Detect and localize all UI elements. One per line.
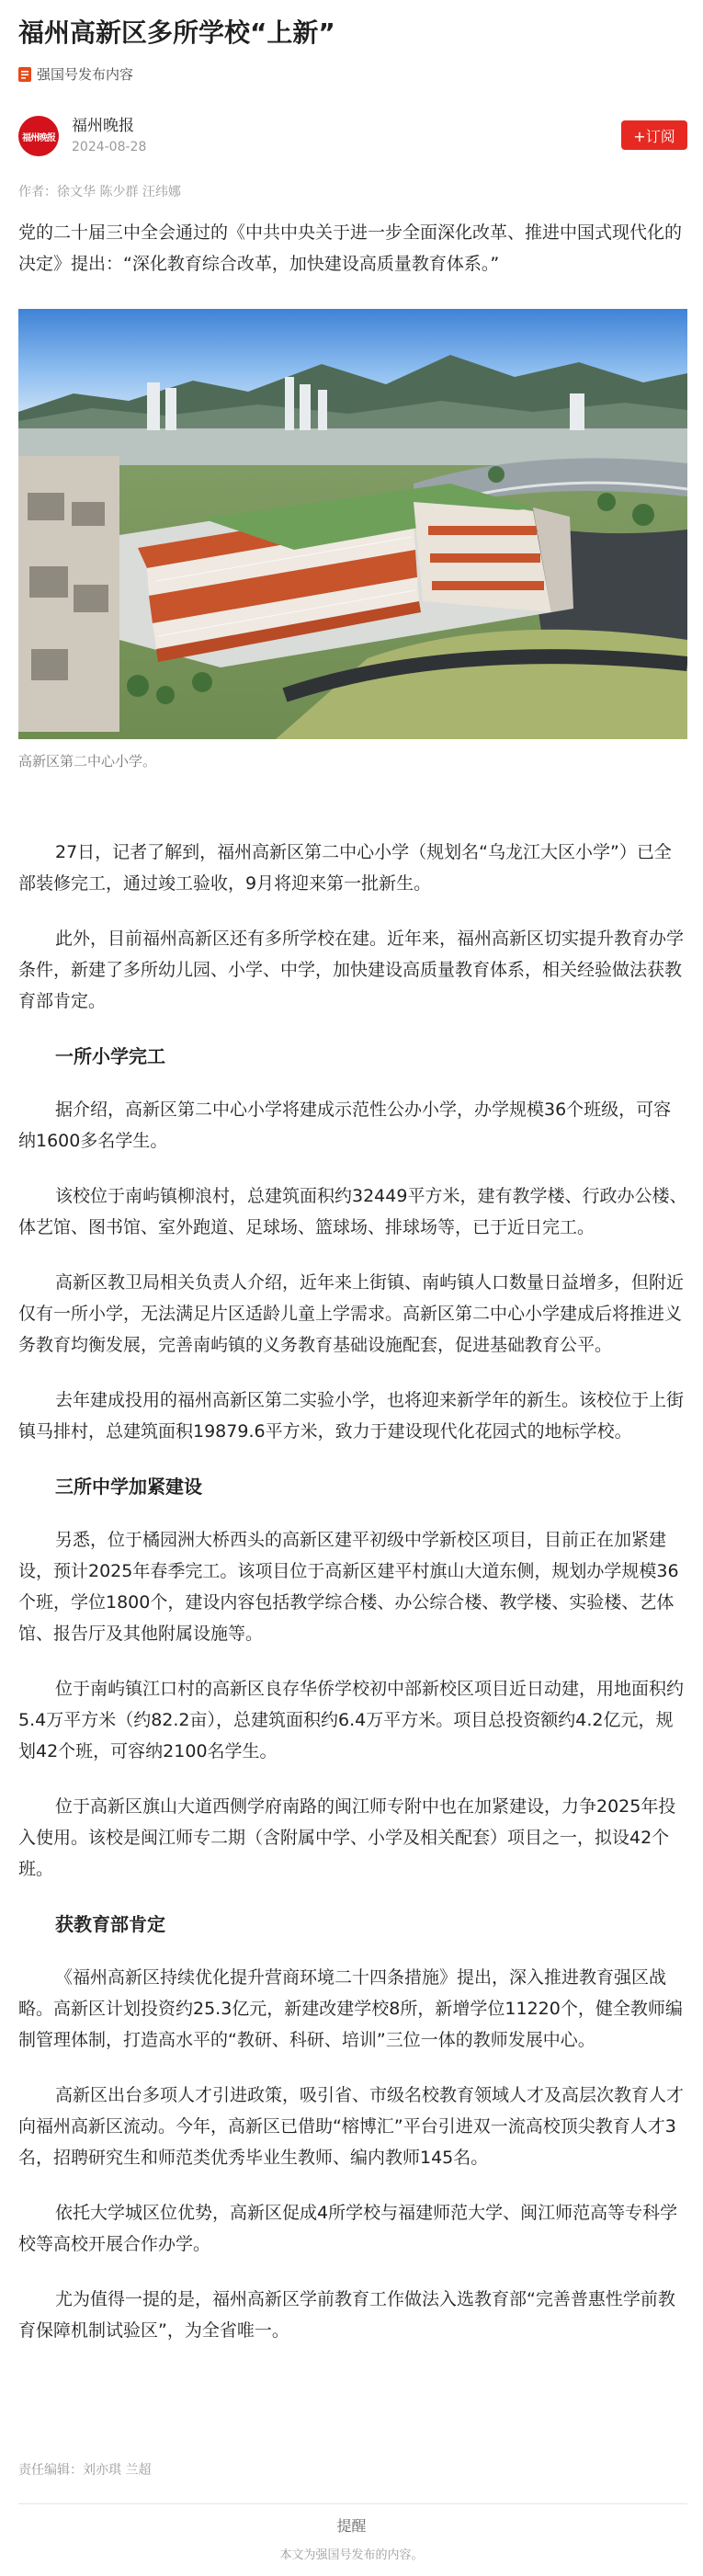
article-title: 福州高新区多所学校“上新” [18,17,335,48]
paragraph: 位于南屿镇江口村的高新区良存华侨学校初中部新校区项目近日动建，用地面积约5.4万平方米（约82.2亩），总建筑面积约6.4万平方米。项目总投资额约4.2亿元，规划42个班，可容纳2100名学生。 [18,1679,685,1761]
avatar[interactable]: 福州晚报 [18,116,59,156]
source-tag [18,64,133,84]
lead-paragraph: 党的二十届三中全会通过的《中共中央关于进一步全面深化改革、推进中国式现代化的决定》提出：“深化教育综合改革，加快建设高质量教育体系。” [18,222,683,274]
section-heading: 获教育部肯定 [55,1913,165,1935]
footer-divider [18,2503,687,2504]
publisher-name[interactable]: 福州晚报 [72,117,134,135]
section-heading: 三所中学加紧建设 [55,1476,202,1498]
school-aerial-photo [18,309,687,739]
publisher-block[interactable] [18,116,146,156]
paragraph: 另悉，位于橘园洲大桥西头的高新区建平初级中学新校区项目，目前正在加紧建设，预计2025年春季完工。该项目位于高新区建平村旗山大道东侧，规划办学规模36个班，学位1800个，建设内容包括教学综合楼、办公综合楼、教学楼、实验楼、艺体馆、报告厅及其他附属设施等。 [18,1530,679,1644]
paragraph: 据介绍，高新区第二中心小学将建成示范性公办小学，办学规模36个班级，可容纳1600多名学生。 [18,1100,672,1151]
paragraph: 位于高新区旗山大道西侧学府南路的闽江师专附中也在加紧建设，力争2025年投入使用。该校是闽江师专二期（含附属中学、小学及相关配套）项目之一，拟设42个班。 [18,1796,676,1879]
section-heading: 一所小学完工 [55,1045,165,1067]
author-line: 作者：徐文华 陈少群 汪纬娜 [18,185,181,199]
source-tag-label: 强国号发布内容 [37,66,134,83]
publish-date: 2024-08-28 [72,140,147,154]
paragraph: 该校位于南屿镇柳浪村，总建筑面积约32449平方米，建有教学楼、行政办公楼、体艺馆、图书馆、室外跑道、足球场、篮球场、排球场等，已于近日完工。 [18,1186,687,1237]
publish-tag-icon [18,67,31,82]
paragraph: 高新区出台多项人才引进政策，吸引省、市级名校教育领域人才及高层次教育人才向福州高新区流动。今年，高新区已借助“榕博汇”平台引进双一流高校顶尖教育人才3名，招聘研究生和师范类优秀毕业生教师、编内教师145名。 [18,2085,685,2168]
paragraph: 27日，记者了解到，福州高新区第二中心小学（规划名“乌龙江大区小学”）已全部装修完工，通过竣工验收，9月将迎来第一批新生。 [18,842,672,894]
notice-text: 本文为强国号发布的内容。 [279,2548,424,2562]
notice-title: 提醒 [336,2517,367,2535]
paragraph: 高新区教卫局相关负责人介绍，近年来上街镇、南屿镇人口数量日益增多，但附近仅有一所小学，无法满足片区适龄儿童上学需求。高新区第二中心小学建成后将推进义务教育均衡发展，完善南屿镇的义务教育基础设施配套，促进基础教育公平。 [18,1272,685,1355]
paragraph: 《福州高新区持续优化提升营商环境二十四条措施》提出，深入推进教育强区战略。高新区计划投资约25.3亿元，新建改建学校8所，新增学位11220个，健全教师编制管理体制，打造高水平的“教研、科研、培训”三位一体的教师发展中心。 [18,1967,683,2050]
article-body [18,837,687,2370]
paragraph: 依托大学城区位优势，高新区促成4所学校与福建师范大学、闽江师范高等专科学校等高校开展合作办学。 [18,2203,678,2254]
paragraph: 尤为值得一提的是，福州高新区学前教育工作做法入选教育部“完善普惠性学前教育保障机制试验区”，为全省唯一。 [18,2289,675,2341]
paragraph: 此外，目前福州高新区还有多所学校在建。近年来，福州高新区切实提升教育办学条件，新建了多所幼儿园、小学、中学，加快建设高质量教育体系，相关经验做法获教育部肯定。 [18,929,685,1011]
subscribe-button[interactable]: +订阅 [621,120,687,150]
paragraph: 去年建成投用的福州高新区第二实验小学，也将迎来新学年的新生。该校位于上街镇马排村，总建筑面积19879.6平方米，致力于建设现代化花园式的地标学校。 [18,1390,685,1442]
responsible-editors: 责任编辑：刘亦琪 兰超 [18,2463,152,2478]
image-caption: 高新区第二中心小学。 [18,753,157,769]
